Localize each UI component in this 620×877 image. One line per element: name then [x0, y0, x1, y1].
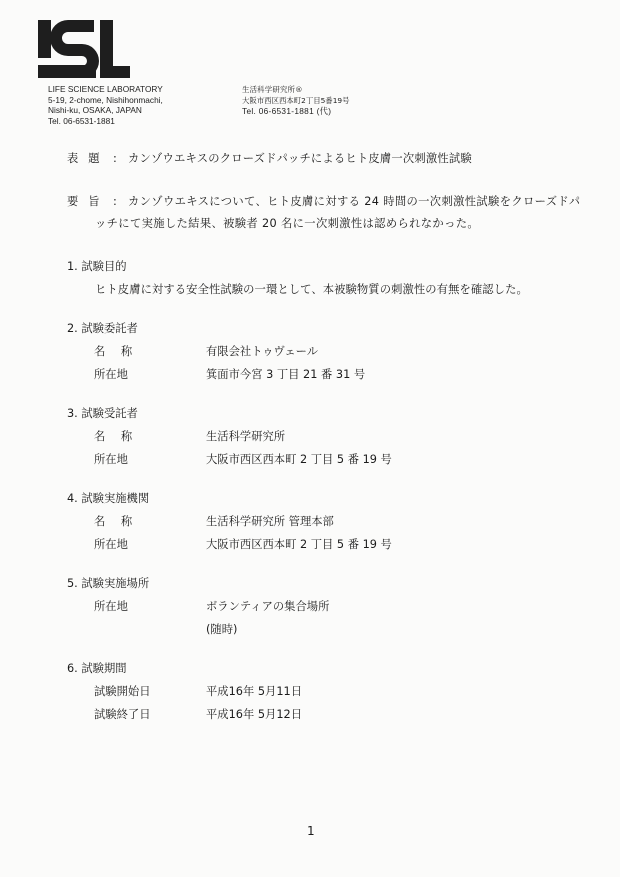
telephone-en: Tel. 06-6531-1881: [48, 115, 115, 126]
location-note: (随時): [206, 623, 238, 636]
letterhead-english: [48, 84, 163, 126]
location-address-value: ボランティアの集合場所: [206, 600, 330, 613]
telephone-jp: Tel. 06-6531-1881 (代): [242, 106, 332, 116]
institution-name-label: 名 称: [94, 515, 139, 528]
purpose-text: ヒト皮膚に対する安全性試験の一環として、本被験物質の刺激性の有無を確認した。: [95, 283, 528, 296]
contractor-address-label: 所在地: [94, 453, 128, 466]
section-heading-contractor: 3. 試験受託者: [67, 407, 138, 420]
location-address-label: 所在地: [94, 600, 128, 613]
section-heading-period: 6. 試験期間: [67, 662, 127, 675]
section-heading-location: 5. 試験実施場所: [67, 577, 150, 590]
section-heading-purpose: 1. 試験目的: [67, 260, 127, 273]
client-name-label: 名 称: [94, 345, 139, 358]
summary-line-1: カンゾウエキスについて、ヒト皮膚に対する 24 時間の一次刺激性試験をクローズドパ: [128, 195, 581, 208]
document-title: カンゾウエキスのクローズドパッチによるヒト皮膚一次刺激性試験: [128, 152, 472, 165]
summary-colon: :: [113, 195, 117, 208]
client-name-value: 有限会社トゥヴェール: [206, 345, 319, 358]
end-date-label: 試験終了日: [94, 708, 151, 721]
contractor-name-value: 生活科学研究所: [206, 430, 286, 443]
section-heading-client: 2. 試験委託者: [67, 322, 138, 335]
lab-name-en: LIFE SCIENCE LABORATORY: [48, 84, 163, 94]
lsl-logo: [38, 20, 130, 78]
institution-address-label: 所在地: [94, 538, 128, 551]
address-line-2: Nishi-ku, OSAKA, JAPAN: [48, 105, 142, 116]
summary-line-2: ッチにて実施した結果、被験者 20 名に一次刺激性は認められなかった。: [95, 217, 480, 230]
contractor-name-label: 名 称: [94, 430, 139, 443]
title-label: 表題: [67, 152, 110, 165]
institution-name-value: 生活科学研究所 管理本部: [206, 515, 334, 528]
title-colon: :: [113, 152, 117, 165]
start-date-value: 平成16年 5月11日: [206, 685, 303, 698]
section-heading-institution: 4. 試験実施機関: [67, 492, 150, 505]
institution-address-value: 大阪市西区西本町 2 丁目 5 番 19 号: [206, 538, 392, 551]
contractor-address-value: 大阪市西区西本町 2 丁目 5 番 19 号: [206, 453, 392, 466]
summary-label: 要旨: [67, 195, 110, 208]
address-jp: 大阪市西区西本町2丁目5番19号: [242, 96, 350, 105]
letterhead-japanese: [242, 84, 350, 117]
client-address-label: 所在地: [94, 368, 128, 381]
end-date-value: 平成16年 5月12日: [206, 708, 303, 721]
client-address-value: 箕面市今宮 3 丁目 21 番 31 号: [206, 368, 366, 381]
address-line-1: 5-19, 2-chome, Nishihonmachi,: [48, 94, 163, 105]
lab-name-jp: 生活科学研究所®: [242, 85, 303, 94]
page-number: 1: [307, 824, 315, 838]
start-date-label: 試験開始日: [94, 685, 151, 698]
